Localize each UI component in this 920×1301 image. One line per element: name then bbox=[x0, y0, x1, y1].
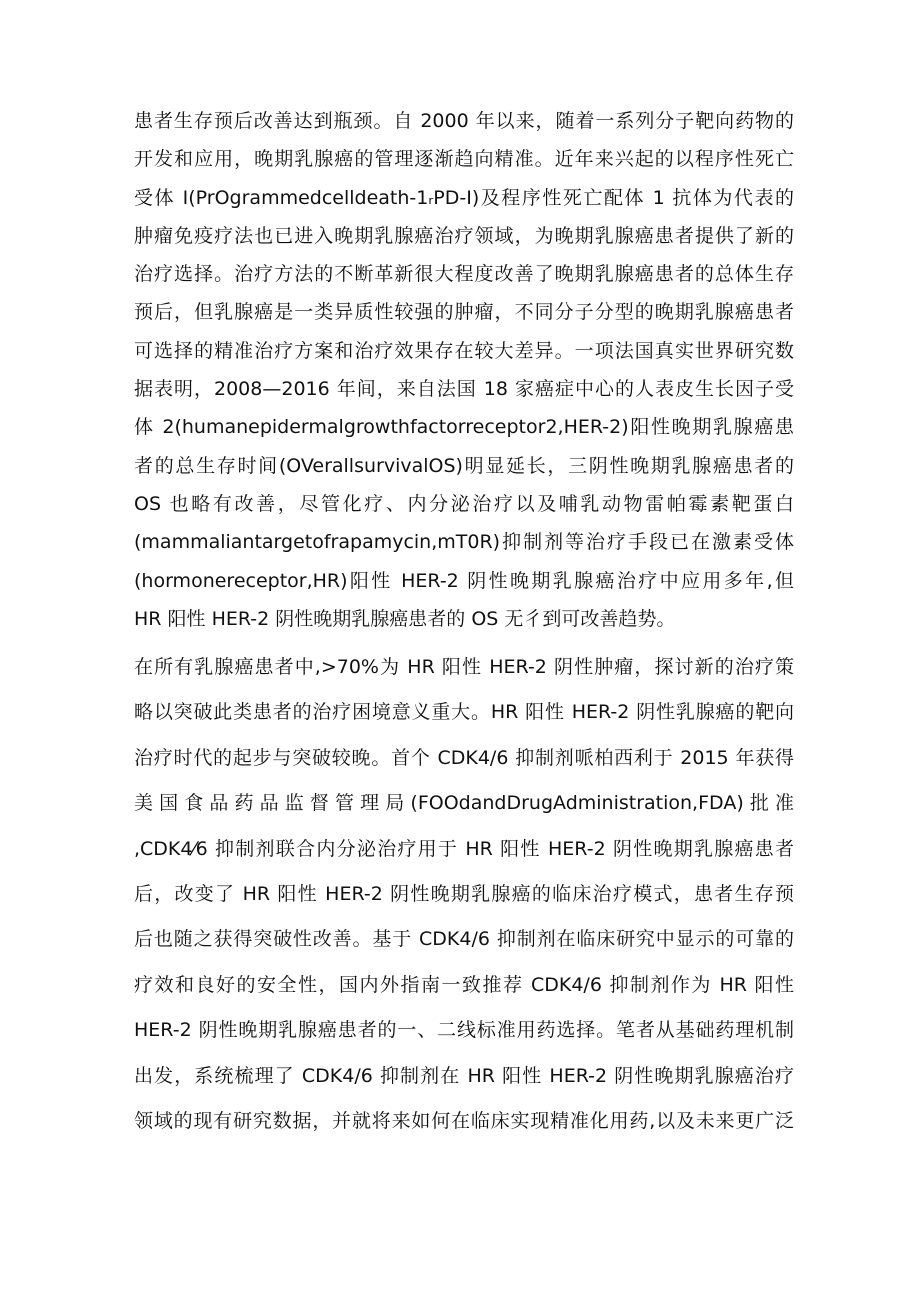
text-line: 据表明，2008—2016 年间，来自法国 18 家癌症中心的人表皮生长因子受 bbox=[134, 378, 794, 401]
text-line: 体 2(humanepidermalgrowthfactorreceptor2,HER-2)阳性晚期乳腺癌患 bbox=[134, 416, 794, 439]
text-line: 肿瘤免疫疗法也已进入晚期乳腺癌治疗领域，为晚期乳腺癌患者提供了新的 bbox=[134, 224, 794, 247]
text-line: 领域的现有研究数据，并就将来如何在临床实现精准化用药,以及未来更广泛 bbox=[134, 1109, 794, 1132]
text-line: 治疗选择。治疗方法的不断革新很大程度改善了晚期乳腺癌患者的总体生存 bbox=[134, 263, 794, 286]
text-line: 出发，系统梳理了 CDK4/6 抑制剂在 HR 阳性 HER-2 阴性晚期乳腺癌治疗 bbox=[134, 1064, 794, 1087]
text-line: 后，改变了 HR 阳性 HER-2 阴性晚期乳腺癌的临床治疗模式，患者生存预 bbox=[134, 882, 794, 905]
text-line: 后也随之获得突破性改善。基于 CDK4/6 抑制剂在临床研究中显示的可靠的 bbox=[134, 928, 794, 951]
paragraph-1 bbox=[134, 102, 794, 638]
text-line: 受体 I(PrOgrammedcelldeath-1ᵣPD-I)及程序性死亡配体 1 抗体为代表的 bbox=[134, 186, 794, 209]
text-line: 可选择的精准治疗方案和治疗效果存在较大差异。一项法国真实世界研究数 bbox=[134, 339, 794, 362]
text-line: HR 阳性 HER-2 阴性晚期乳腺癌患者的 OS 无彳到可改善趋势。 bbox=[134, 607, 676, 630]
text-line: 略以突破此类患者的治疗困境意义重大。HR 阳性 HER-2 阴性乳腺癌的靶向 bbox=[134, 701, 794, 724]
text-line: 开发和应用，晚期乳腺癌的管理逐渐趋向精准。近年来兴起的以程序性死亡 bbox=[134, 148, 794, 171]
text-line: HER-2 阴性晚期乳腺癌患者的一、二线标准用药选择。笔者从基础药理机制 bbox=[134, 1019, 794, 1042]
text-line: (hormonereceptor,HR)阳性 HER-2 阴性晚期乳腺癌治疗中应用多年,但 bbox=[134, 569, 794, 592]
text-line: 患者生存预后改善达到瓶颈。自 2000 年以来，随着一系列分子靶向药物的 bbox=[134, 110, 794, 132]
text-line: 预后，但乳腺癌是一类异质性较强的肿瘤，不同分子分型的晚期乳腺癌患者 bbox=[134, 301, 794, 324]
text-line: 美国食品药品监督管理局(FOOdandDrugAdministration,FDA)批准 bbox=[134, 792, 794, 815]
text-line: 疗效和良好的安全性，国内外指南一致推荐 CDK4/6 抑制剂作为 HR 阳性 bbox=[134, 973, 794, 996]
text-line: 治疗时代的起步与突破较晚。首个 CDK4/6 抑制剂哌柏西利于 2015 年获得 bbox=[134, 746, 794, 769]
text-line: (mammaliantargetofrapamycin,mT0R)抑制剂等治疗手段已在激素受体 bbox=[134, 531, 794, 554]
text-line: 者的总生存时间(OVerallsurvivalOS)明显延长，三阴性晚期乳腺癌患者的 bbox=[134, 454, 794, 477]
paragraph-2 bbox=[134, 645, 794, 1144]
text-line: 在所有乳腺癌患者中,>70%为 HR 阳性 HER-2 阴性肿瘤，探讨新的治疗策 bbox=[134, 656, 794, 678]
text-line: ,CDK4⁄6 抑制剂联合内分泌治疗用于 HR 阳性 HER-2 阴性晚期乳腺癌患者 bbox=[134, 837, 794, 860]
text-line: OS 也略有改善，尽管化疗、内分泌治疗以及哺乳动物雷帕霉素靶蛋白 bbox=[134, 492, 794, 515]
